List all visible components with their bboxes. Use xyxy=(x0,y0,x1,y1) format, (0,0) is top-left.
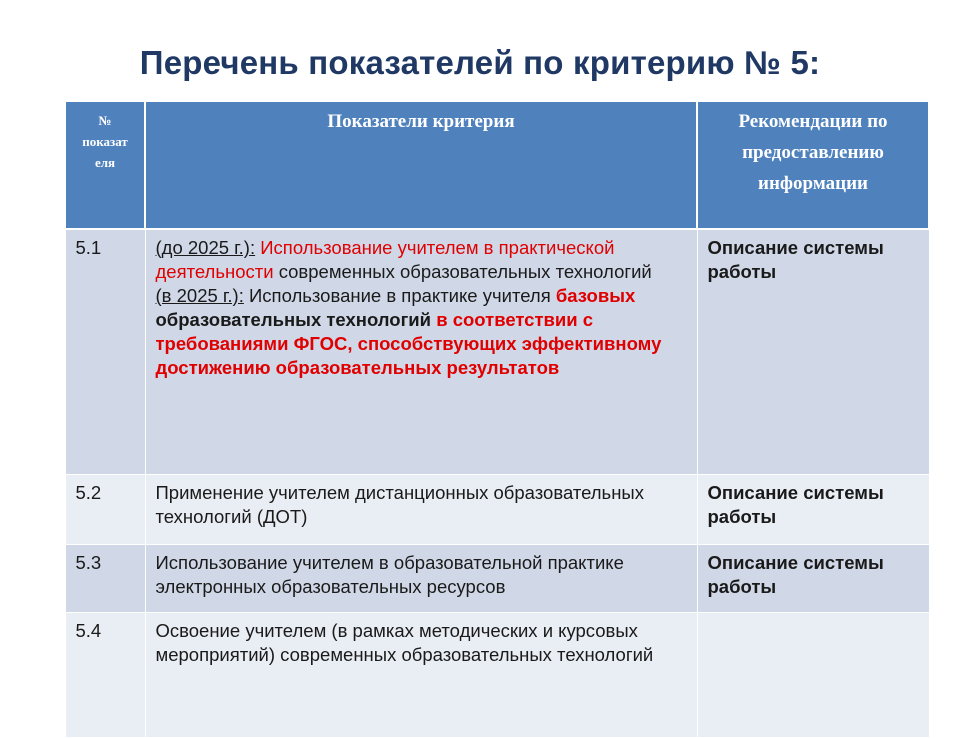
row-number: 5.4 xyxy=(65,613,145,738)
indicator-emphasis: образовательных технологий xyxy=(155,309,432,330)
header-number xyxy=(65,101,145,229)
row-number: 5.1 xyxy=(65,229,145,475)
row-recommendation: Описание системы работы xyxy=(697,475,929,545)
header-recommendations xyxy=(697,101,929,229)
header-indicators-label: Показатели критерия xyxy=(327,111,515,132)
table-row xyxy=(65,613,929,738)
period-label: (в 2025 г.): xyxy=(155,285,244,306)
period-label: (до 2025 г.): xyxy=(155,237,256,258)
table-row xyxy=(65,229,929,475)
header-number-line: еля xyxy=(94,155,116,170)
indicator-highlight: Использование учителем в практической деятельности xyxy=(155,237,615,282)
row-indicator: Применение учителем дистанционных образовательных технологий (ДОТ) xyxy=(145,475,697,545)
table-row xyxy=(65,475,929,545)
header-number-line: № xyxy=(98,113,112,128)
indicator-highlight: базовых xyxy=(555,285,636,306)
row-indicator: Освоение учителем (в рамках методических и курсовых мероприятий) современных образовательных технологий xyxy=(145,613,697,738)
row-recommendation xyxy=(697,613,929,738)
indicator-text: современных образовательных технологий xyxy=(278,261,652,282)
header-rec-line: Рекомендации по xyxy=(738,111,888,132)
row-indicator xyxy=(145,229,697,475)
header-number-line: показат xyxy=(82,134,128,149)
indicator-text: Использование в практике учителя xyxy=(249,285,551,306)
header-rec-line: предоставлению xyxy=(742,142,884,163)
table-row xyxy=(65,545,929,613)
slide-title: Перечень показателей по критерию № 5: xyxy=(139,44,821,81)
indicator-highlight: в соответствии с требованиями ФГОС, способствующих эффективному достижению образовательных результатов xyxy=(155,309,662,378)
header-rec-line: информации xyxy=(758,173,868,194)
row-recommendation: Описание системы работы xyxy=(697,545,929,613)
row-recommendation: Описание системы работы xyxy=(697,229,929,475)
row-number: 5.3 xyxy=(65,545,145,613)
criteria-table xyxy=(64,100,930,738)
row-indicator: Использование учителем в образовательной практике электронных образовательных ресурсов xyxy=(145,545,697,613)
header-indicators xyxy=(145,101,697,229)
row-number: 5.2 xyxy=(65,475,145,545)
table-header-row xyxy=(65,101,929,229)
